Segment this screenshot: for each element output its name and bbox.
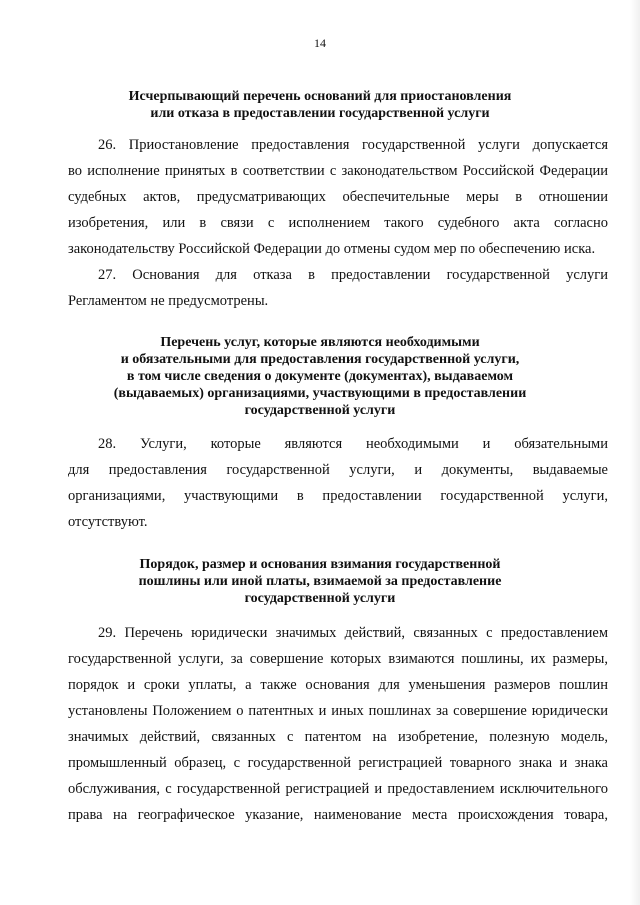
heading-line: или отказа в предоставлении государственной услуги bbox=[150, 106, 490, 121]
paragraph-line: законодательству Российской Федерации до отмены судом мер по обеспечению иска. bbox=[68, 241, 596, 257]
page-number: 14 bbox=[314, 36, 326, 50]
paragraph-29 bbox=[68, 620, 608, 828]
paragraph-line: промышленный образец, с государственной регистрацией товарного знака и знака bbox=[68, 755, 608, 771]
paragraph-line: изобретения, или в связи с исполнением такого судебного акта согласно bbox=[68, 215, 608, 231]
paragraph-line: отсутствуют. bbox=[68, 514, 148, 530]
paragraph-28 bbox=[68, 431, 608, 535]
section-heading-fees bbox=[0, 556, 640, 607]
paragraph-line: права на географическое указание, наименование места происхождения товара, bbox=[68, 807, 608, 823]
paragraph-line: Регламентом не предусмотрены. bbox=[68, 293, 269, 309]
paragraph-line: значимых действий, связанных с патентом на изобретение, полезную модель, bbox=[68, 729, 608, 745]
heading-line: государственной услуги bbox=[244, 403, 396, 418]
paragraph-line: 28. Услуги, которые являются необходимыми и обязательными bbox=[98, 436, 608, 452]
paragraph-26 bbox=[68, 132, 608, 262]
heading-line: в том числе сведения о документе (документах), выдаваемом bbox=[126, 369, 514, 384]
paragraph-line: государственной услуги, за совершение которых взимаются пошлины, их размеры, bbox=[68, 651, 608, 667]
paragraph-line: порядок и сроки уплаты, а также основания для уменьшения размеров пошлин bbox=[68, 677, 608, 693]
heading-line: Порядок, размер и основания взимания государственной bbox=[139, 557, 501, 572]
paragraph-line: 26. Приостановление предоставления государственной услуги допускается bbox=[98, 137, 608, 153]
paragraph-line: во исполнение принятых в соответствии с законодательством Российской Федерации bbox=[68, 163, 608, 179]
heading-line: Перечень услуг, которые являются необходимыми bbox=[160, 335, 480, 350]
heading-line: пошлины или иной платы, взимаемой за предоставление bbox=[138, 574, 502, 589]
section-heading-required-services bbox=[0, 334, 640, 419]
heading-line: государственной услуги bbox=[244, 591, 396, 606]
paragraph-line: 29. Перечень юридически значимых действий, связанных с предоставлением bbox=[98, 625, 608, 641]
paragraph-line: для предоставления государственной услуги, и документы, выдаваемые bbox=[68, 462, 608, 478]
paragraph-line: судебных актов, предусматривающих обеспечительные меры в отношении bbox=[68, 189, 608, 205]
section-heading-suspension bbox=[0, 88, 640, 122]
paragraph-line: обслуживания, с государственной регистрацией и предоставлением исключительного bbox=[68, 781, 608, 797]
paragraph-line: организациями, участвующими в предоставлении государственной услуги, bbox=[68, 488, 608, 504]
heading-line: Исчерпывающий перечень оснований для приостановления bbox=[128, 89, 512, 104]
paragraph-27 bbox=[68, 262, 608, 314]
heading-line: и обязательными для предоставления государственной услуги, bbox=[120, 352, 520, 367]
paragraph-line: 27. Основания для отказа в предоставлении государственной услуги bbox=[98, 267, 608, 283]
heading-line: (выдаваемых) организациями, участвующими в предоставлении bbox=[113, 386, 527, 401]
paragraph-line: установлены Положением о патентных и иных пошлинах за совершение юридически bbox=[68, 703, 608, 719]
